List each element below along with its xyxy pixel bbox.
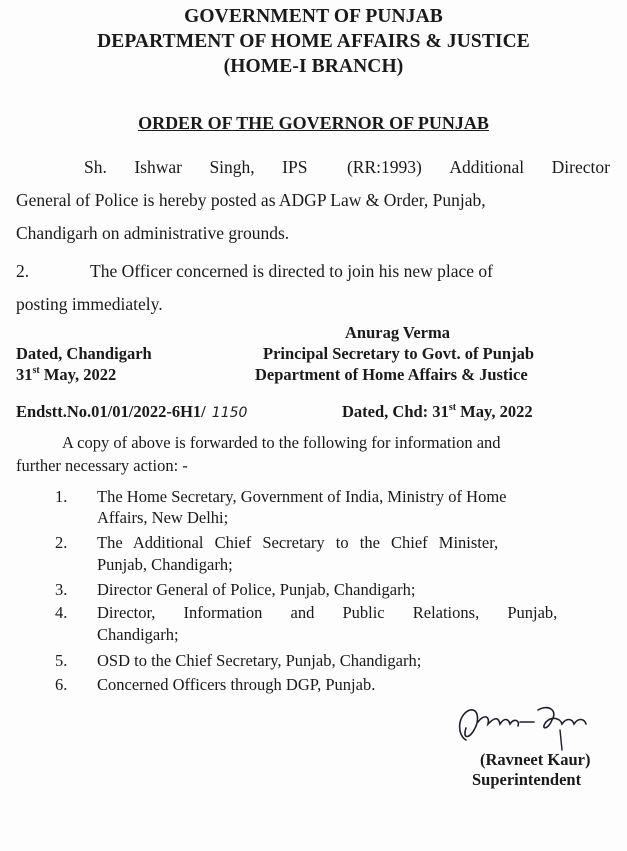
signature-image [448,700,608,752]
para1-word: Director [551,157,610,177]
recipient-number: 3. [55,580,68,599]
recipient-line2: Affairs, New Delhi; [97,508,229,527]
order-title: ORDER OF THE GOVERNOR OF PUNJAB [138,113,489,133]
endorsement-dated-prefix: Dated, Chd: 31 [342,402,449,421]
signer-designation: Superintendent [472,770,582,789]
dated-day-suffix: st [32,365,40,376]
para1-word: Additional [449,157,525,177]
endorsement-dated [342,402,533,422]
endorsement-dated-suffix: st [448,402,457,413]
para1-line2: General of Police is hereby posted as ADGP Law & Order, Punjab, [16,190,486,210]
endorsement-ref [16,402,247,422]
signatory-designation: Principal Secretary to Govt. of Punjab [263,344,534,363]
para2-line1: The Officer concerned is directed to join his new place of [90,261,493,281]
recipient-number: 4. [55,603,68,622]
recipient-number: 6. [55,675,68,694]
recipient-line1-text: The Additional Chief Secretary to the Chief Minister, [97,533,499,552]
dated-day: 31 [16,365,33,384]
recipient-number: 1. [55,487,68,506]
recipient-line2: Punjab, Chandigarh; [97,555,233,574]
para1-word: IPS [282,157,308,177]
dated-month-year: May, 2022 [39,365,117,384]
signatory-department: Department of Home Affairs & Justice [255,365,528,384]
endorsement-number: Endstt.No.01/01/2022-6H1/ [16,402,206,421]
para2-number: 2. [16,261,30,281]
signer-name: (Ravneet Kaur) [480,750,591,769]
recipient-number: 2. [55,533,68,552]
signatory-name: Anurag Verma [345,323,450,342]
recipient-line2: Chandigarh; [97,625,179,644]
header-government: GOVERNMENT OF PUNJAB [184,6,443,27]
para1-line3: Chandigarh on administrative grounds. [16,223,290,243]
endorsement-dated-rest: May, 2022 [456,402,533,421]
header-branch: (HOME-I BRANCH) [223,56,404,77]
para1-word: Singh, [209,157,255,177]
para1-word: Ishwar [134,157,182,177]
recipient-number: 5. [55,651,68,670]
recipient-line1: Director, Information and Public Relations, Punjab, [97,603,558,622]
recipient-line1 [97,533,610,553]
para1-word: (RR:1993) [346,157,422,177]
para1-word: Sh. [84,157,107,177]
dated-place: Dated, Chandigarh [16,344,152,363]
forward-line2: further necessary action: - [16,456,188,475]
handwritten-number: 1150 [211,405,248,421]
recipient-line1: The Home Secretary, Government of India, Ministry of Home [97,487,507,506]
recipient-line1: OSD to the Chief Secretary, Punjab, Chandigarh; [97,651,422,670]
recipient-line1: Concerned Officers through DGP, Punjab. [97,675,376,694]
header-department: DEPARTMENT OF HOME AFFAIRS & JUSTICE [97,31,530,52]
dated-date [16,365,116,385]
recipient-line1: Director General of Police, Punjab, Chandigarh; [97,580,416,599]
para1-line1 [84,157,610,178]
forward-line1: A copy of above is forwarded to the following for information and [62,433,501,452]
para2-line2: posting immediately. [16,294,163,314]
